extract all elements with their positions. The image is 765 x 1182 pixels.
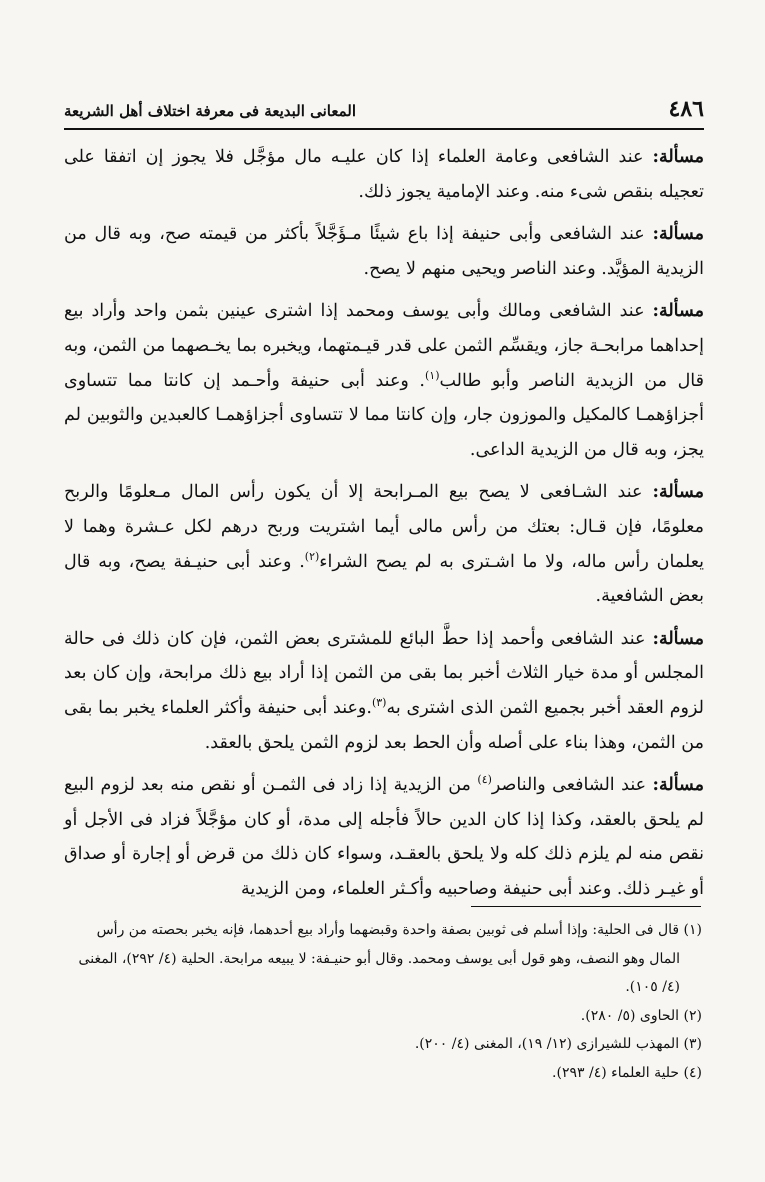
paragraph-text: عند الشافعى وأحمد إذا حطَّ البائع للمشترى بعض الثمن، فإن كان ذلك فى حالة المجلس أو مدة خيار الثلاث أخبر بما بقى من الثمن إذا أراد بيع ذلك مرابحة، وإن كان بعد لزوم العقد أخبر بجميع الثمن الذى اشترى به	[64, 628, 704, 718]
issue-label: مسألة:	[652, 482, 704, 503]
issue-label: مسألة:	[652, 301, 704, 322]
paragraph-text: من الزيدية إذا زاد فى الثمـن أو نقص منه بعد لزوم البيع لم يلحق بالعقد، وكذا إذا كان الدين حالاً فأجله إلى مدة، أو كان مؤجَّلاً فزاد فى الأجل أو نقص منه لم يلزم ذلك كله ولا يلحق بالعقـد، وسواء كان ذلك من قرض أو إجارة أو صداق أو غيـر ذلك. وعند أبى حنيفة وصاحبيه وأكـثر العلماء، ومن الزيدية	[64, 775, 704, 899]
footnote-ref: (١)	[424, 368, 440, 382]
footnote: (٣) المهذب للشيرازى (١٢/ ١٩)، المغنى (٤/ ٢٠٠).	[414, 1036, 702, 1052]
footnote: (٢) الحاوى (٥/ ٢٨٠).	[580, 1007, 702, 1024]
footnote-divider	[471, 906, 701, 907]
paragraph	[64, 294, 704, 467]
paragraph	[64, 768, 704, 906]
paragraph	[64, 217, 704, 286]
footnote-ref: (٣)	[371, 696, 387, 710]
paragraph	[64, 475, 704, 613]
issue-label: مسألة:	[652, 147, 704, 167]
paragraph-text: عند الشافعى ومالك وأبى يوسف ومحمد إذا اشترى عينين بثمن واحد وأراد بيع إحداهما مرابحـة جاز، ويقسِّم الثمن على قدر قيـمتهما، ويخبره بما يخـصهما من الثمن، وبه قال من الزيدية الناصر وأبو طالب	[64, 301, 704, 391]
footnote: (٤) حلية العلماء (٤/ ٢٩٣).	[552, 1064, 702, 1081]
paragraph	[64, 140, 704, 209]
body-text	[64, 140, 704, 906]
paragraph-text: . وعند أبى حنيفة وأحـمد إن كانتا مما تتساوى أجزاؤهمـا كالمكيل والموزون جار، وإن كانتا مما لا تتساوى أجزاؤهمـا كالعبدين والثوبين لم يجز، وبه قال من الزيدية الداعى.	[64, 370, 704, 460]
paragraph-text: .وعند أبى حنيفة وأكثر العلماء يخبر بما بقى من الثمن، وهذا بناء على أصله وأن الحط بعد لزوم الثمن يلحق بالعقد.	[64, 697, 704, 753]
page-number: ٤٨٦	[668, 96, 704, 122]
footnote-ref: (٢)	[304, 549, 320, 563]
paragraph-text: عند الشافعى وعامة العلماء إذا كان عليـه مال مؤجَّل فلا يجوز إن اتفقا على تعجيله بنقص شىء منه. وعند الإمامية يجوز ذلك.	[64, 147, 704, 202]
footnote-ref: (٤)	[477, 773, 492, 787]
footnote: (١) قال فى الحلية: وإذا أسلم فى ثوبين بصفة واحدة وقبضهما وأراد بيع أحدهما، فإنه يخبر بحصته من رأس المال وهو النصف، وهو قول أبى يوسف ومحمد. وقال أبو حنيـفة: لا يبيعه مرابحة. الحلية (٤/ ٢٩٢)، المغنى (٤/ ١٠٥).	[78, 922, 702, 995]
paragraph-text: عند الشافعى وأبى حنيفة إذا باع شيئًا مـؤَجَّلاً بأكثر من قيمته صح، وبه قال من الزيدية المؤيَّد. وعند الناصر ويحيى منهم لا يصح.	[64, 224, 704, 279]
page-header	[64, 96, 704, 130]
footnotes	[64, 916, 704, 1087]
paragraph-text: . وعند أبى حنيـفة يصح، وبه قال بعض الشافعية.	[64, 551, 704, 607]
paragraph	[64, 622, 704, 760]
paragraph-text: عند الشافعى والناصر	[491, 775, 653, 796]
issue-label: مسألة:	[652, 224, 704, 245]
running-title: المعانى البديعة فى معرفة اختلاف أهل الشريعة	[64, 102, 357, 120]
issue-label: مسألة:	[652, 775, 705, 796]
issue-label: مسألة:	[652, 628, 704, 649]
paragraph-text: عند الشـافعى لا يصح بيع المـرابحة إلا أن يكون رأس المال مـعلومًا والربح معلومًا، فإن قـال: بعتك من رأس مالى أيما اشتريت وربح درهم لكل عـشرة وهما لا يعلمان رأس ماله، ولا ما اشـترى به لم يصح الشراء	[64, 482, 705, 572]
